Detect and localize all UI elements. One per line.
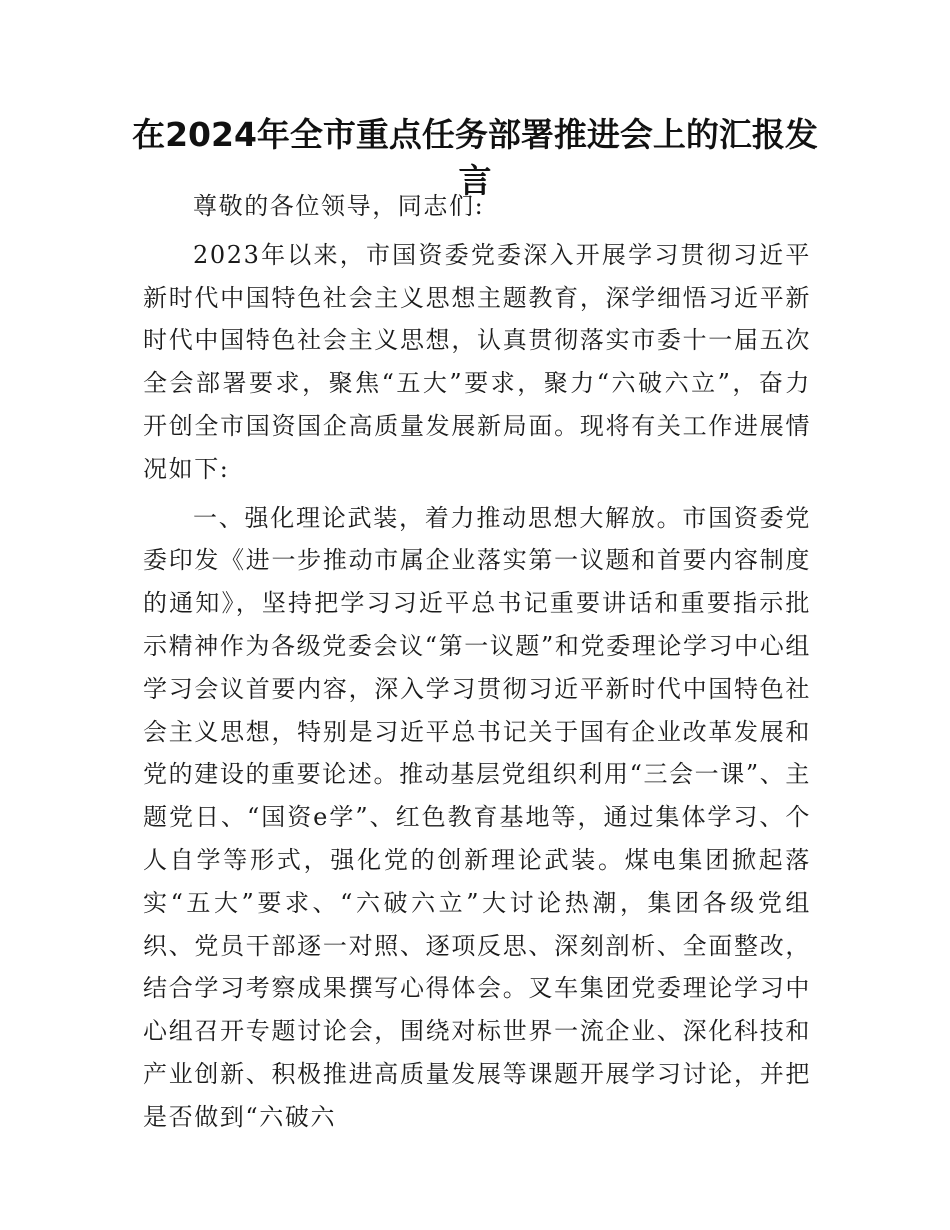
- document-title: 在2024年全市重点任务部署推进会上的汇报发言: [132, 115, 818, 200]
- paragraph-intro: 2023年以来，市国资委党委深入开展学习贯彻习近平新时代中国特色社会主义思想主题教育，深学细悟习近平新时代中国特色社会主义思想，认真贯彻落实市委十一届五次全会部署要求，聚焦“五大”要求，聚力“六破六立”，奋力开创全市国资国企高质量发展新局面。现将有关工作进展情况如下:: [143, 240, 811, 483]
- salutation: 尊敬的各位领导，同志们:: [193, 192, 485, 220]
- paragraph-section-1: 一、强化理论武装，着力推动思想大解放。市国资委党委印发《进一步推动市属企业落实第一议题和首要内容制度的通知》，坚持把学习习近平总书记重要讲话和重要指示批示精神作为各级党委会议“第一议题”和党委理论学习中心组学习会议首要内容，深入学习贯彻习近平新时代中国特色社会主义思想，特别是习近平总书记关于国有企业改革发展和党的建设的重要论述。推动基层党组织利用“三会一课”、主题党日、“国资e学”、红色教育基地等，通过集体学习、个人自学等形式，强化党的创新理论武装。煤电集团掀起落实“五大”要求、“六破六立”大讨论热潮，集团各级党组织、党员干部逐一对照、逐项反思、深刻剖析、全面整改，结合学习考察成果撰写心得体会。叉车集团党委理论学习中心组召开专题讨论会，围绕对标世界一流企业、深化科技和产业创新、积极推进高质量发展等课题开展学习讨论，并把是否做到“六破六: [143, 503, 811, 1131]
- document-body: [143, 185, 811, 1145]
